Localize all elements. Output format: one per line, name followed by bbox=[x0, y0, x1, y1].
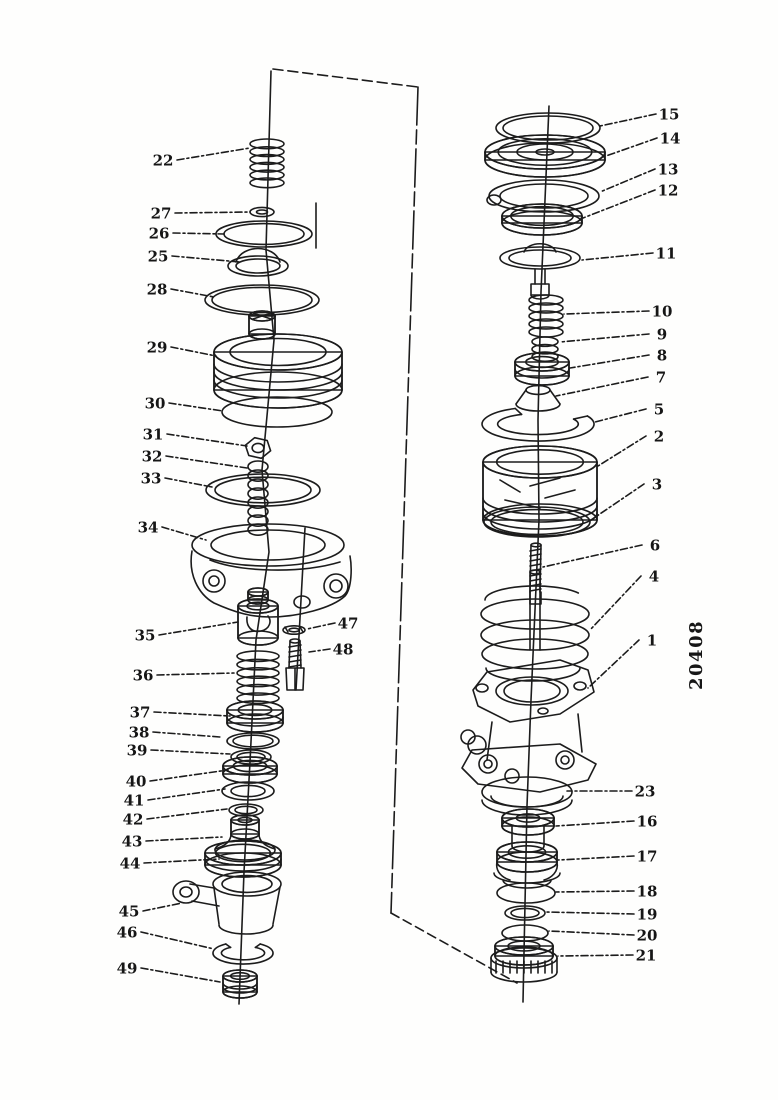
leader-line-40 bbox=[150, 770, 228, 781]
callout-38: 38 bbox=[128, 723, 150, 742]
circle bbox=[561, 756, 569, 764]
leader-line-19 bbox=[546, 912, 634, 914]
callout-11: 11 bbox=[655, 244, 677, 263]
callout-45: 45 bbox=[118, 902, 140, 921]
callout-18: 18 bbox=[636, 882, 658, 901]
leader-line-15 bbox=[600, 114, 656, 126]
ellipse bbox=[530, 570, 540, 574]
ellipse bbox=[294, 596, 310, 608]
ellipse bbox=[574, 682, 586, 690]
callout-20: 20 bbox=[636, 926, 658, 945]
line bbox=[289, 665, 301, 667]
line bbox=[289, 660, 301, 662]
callout-40: 40 bbox=[125, 772, 147, 791]
part-10-spring bbox=[529, 295, 563, 337]
arc bbox=[221, 947, 264, 959]
circle bbox=[209, 576, 219, 586]
callout-3: 3 bbox=[651, 475, 663, 494]
leader-line-3 bbox=[591, 484, 644, 520]
leader-line-37 bbox=[154, 712, 230, 716]
leader-line-29 bbox=[171, 347, 216, 356]
leader-line-28 bbox=[171, 289, 214, 297]
line bbox=[530, 564, 541, 566]
leader-line-2 bbox=[598, 436, 646, 466]
callout-34: 34 bbox=[137, 518, 159, 537]
circle bbox=[484, 760, 492, 768]
callout-21: 21 bbox=[635, 946, 657, 965]
leader-line-45 bbox=[143, 903, 182, 911]
right-axis-line bbox=[523, 106, 549, 1002]
leader-line-20 bbox=[549, 931, 634, 935]
callout-42: 42 bbox=[122, 810, 144, 829]
arc bbox=[497, 862, 557, 872]
line bbox=[289, 655, 301, 657]
callout-5: 5 bbox=[653, 400, 665, 419]
leader-line-48 bbox=[309, 649, 330, 652]
callout-46: 46 bbox=[116, 923, 138, 942]
leader-line-22 bbox=[177, 148, 250, 160]
callout-48: 48 bbox=[332, 640, 354, 659]
leader-line-41 bbox=[148, 789, 225, 800]
construction-lines bbox=[239, 69, 549, 1004]
leader-line-4 bbox=[590, 576, 641, 630]
arc bbox=[219, 925, 273, 934]
part-22-spring bbox=[250, 139, 284, 188]
circle bbox=[330, 580, 342, 592]
leader-line-32 bbox=[166, 456, 247, 468]
part-14-cover-disc bbox=[485, 135, 605, 177]
callout-41: 41 bbox=[123, 791, 145, 810]
callout-37: 37 bbox=[129, 703, 151, 722]
callout-16: 16 bbox=[636, 812, 658, 831]
circle bbox=[556, 751, 574, 769]
leader-line-47 bbox=[307, 623, 335, 629]
leader-line-5 bbox=[595, 409, 646, 422]
line bbox=[550, 390, 560, 404]
part-47-lock-washer bbox=[283, 626, 305, 634]
line bbox=[530, 559, 541, 561]
part-38-ring bbox=[227, 733, 279, 749]
top-dashed-line bbox=[273, 69, 418, 87]
part-48-bolt bbox=[286, 639, 304, 690]
callout-2: 2 bbox=[653, 427, 665, 446]
leader-line-13 bbox=[600, 169, 655, 192]
callout-8: 8 bbox=[656, 346, 668, 365]
leader-line-10 bbox=[564, 311, 649, 314]
callout-49: 49 bbox=[116, 959, 138, 978]
leader-line-25 bbox=[172, 256, 240, 262]
ellipse bbox=[236, 259, 280, 273]
ellipse bbox=[212, 287, 312, 312]
callout-17: 17 bbox=[636, 847, 658, 866]
line bbox=[226, 944, 231, 947]
ellipse bbox=[222, 876, 272, 893]
leader-line-14 bbox=[606, 138, 657, 156]
part-29-piston bbox=[214, 311, 342, 408]
callout-36: 36 bbox=[132, 666, 154, 685]
arc bbox=[238, 638, 278, 645]
leader-line-33 bbox=[165, 478, 212, 487]
callout-22: 22 bbox=[152, 151, 174, 170]
line bbox=[190, 884, 214, 888]
hex bbox=[245, 438, 270, 459]
part-30-ring bbox=[222, 397, 332, 427]
ellipse bbox=[531, 543, 541, 547]
callout-12: 12 bbox=[657, 181, 679, 200]
ellipse bbox=[180, 887, 192, 897]
part-31-hex-nut bbox=[245, 438, 270, 459]
callout-32: 32 bbox=[141, 447, 163, 466]
leader-line-39 bbox=[151, 750, 230, 754]
callout-13: 13 bbox=[657, 160, 679, 179]
part-17-bearing bbox=[494, 842, 560, 888]
callout-19: 19 bbox=[636, 905, 658, 924]
part-2-piston-cup bbox=[483, 446, 597, 536]
ellipse bbox=[222, 397, 332, 427]
bottom-dashed-line bbox=[391, 913, 517, 983]
leader-line-8 bbox=[570, 355, 649, 368]
callout-26: 26 bbox=[148, 224, 170, 243]
ellipse bbox=[252, 443, 264, 452]
callout-35: 35 bbox=[134, 626, 156, 645]
leader-line-16 bbox=[556, 821, 634, 826]
part-27-washer bbox=[250, 207, 274, 216]
ellipse bbox=[509, 250, 571, 266]
line bbox=[500, 480, 520, 492]
part-45-elbow-housing bbox=[173, 872, 281, 934]
ellipse bbox=[538, 708, 548, 714]
parts-layer bbox=[173, 113, 605, 998]
callout-39: 39 bbox=[126, 741, 148, 760]
ellipse bbox=[235, 806, 257, 813]
leader-line-38 bbox=[153, 732, 220, 737]
arc bbox=[214, 364, 342, 382]
leader-line-43 bbox=[146, 837, 222, 841]
leader-line-35 bbox=[159, 622, 238, 635]
line bbox=[192, 901, 219, 906]
leader-line-49 bbox=[141, 968, 220, 982]
part-42-ring bbox=[229, 804, 263, 816]
leader-line-7 bbox=[556, 377, 648, 396]
callout-25: 25 bbox=[147, 247, 169, 266]
leader-line-31 bbox=[167, 434, 247, 446]
leader-line-1 bbox=[588, 640, 639, 688]
callout-43: 43 bbox=[121, 832, 143, 851]
leader-line-18 bbox=[556, 891, 634, 892]
leader-line-17 bbox=[558, 856, 634, 860]
callout-7: 7 bbox=[655, 368, 667, 387]
line bbox=[273, 887, 280, 924]
leader-line-42 bbox=[147, 809, 227, 819]
ellipse bbox=[250, 207, 274, 216]
part-37-cup bbox=[227, 701, 283, 732]
callout-29: 29 bbox=[146, 338, 168, 357]
rect bbox=[497, 852, 557, 862]
ellipse bbox=[233, 735, 273, 747]
leader-line-11 bbox=[582, 253, 653, 260]
line bbox=[289, 641, 290, 668]
line bbox=[545, 490, 575, 498]
part-11-valve bbox=[500, 244, 580, 299]
leader-line-9 bbox=[560, 334, 649, 342]
callout-27: 27 bbox=[150, 204, 172, 223]
leader-line-21 bbox=[558, 955, 633, 956]
leader-line-6 bbox=[543, 545, 642, 567]
circle bbox=[324, 574, 348, 598]
callout-14: 14 bbox=[659, 129, 681, 148]
line bbox=[255, 944, 260, 947]
arc bbox=[485, 586, 578, 600]
vertical-dashed-line bbox=[391, 87, 418, 913]
arc bbox=[227, 723, 283, 732]
callout-4: 4 bbox=[648, 567, 660, 586]
callout-28: 28 bbox=[146, 280, 168, 299]
leader-line-27 bbox=[175, 212, 250, 213]
circle bbox=[505, 769, 519, 783]
part-36-spring bbox=[237, 651, 279, 703]
ellipse bbox=[173, 881, 199, 903]
callout-47: 47 bbox=[337, 614, 359, 633]
line bbox=[289, 650, 301, 652]
leader-line-36 bbox=[157, 673, 234, 675]
callout-31: 31 bbox=[142, 425, 164, 444]
callout-6: 6 bbox=[649, 536, 661, 555]
part-34-pump-body bbox=[191, 524, 351, 631]
callouts-layer bbox=[117, 106, 681, 983]
line bbox=[578, 714, 582, 752]
ellipse bbox=[289, 628, 299, 632]
ellipse bbox=[224, 224, 304, 245]
callout-15: 15 bbox=[658, 105, 680, 124]
line bbox=[574, 416, 588, 419]
arc bbox=[214, 372, 342, 390]
line bbox=[516, 390, 526, 404]
callout-1: 1 bbox=[646, 631, 658, 650]
line bbox=[530, 554, 541, 556]
callout-9: 9 bbox=[656, 325, 668, 344]
drawing-number: 20408 bbox=[686, 619, 707, 690]
callout-33: 33 bbox=[140, 469, 162, 488]
part-8-sleeve bbox=[515, 353, 569, 385]
line bbox=[530, 478, 560, 486]
part-26-ring bbox=[216, 221, 312, 247]
ellipse bbox=[257, 210, 268, 214]
part-46-snap-ring bbox=[213, 944, 273, 964]
path bbox=[210, 560, 340, 570]
leader-line-46 bbox=[141, 932, 214, 949]
callout-10: 10 bbox=[651, 302, 673, 321]
ellipse bbox=[476, 684, 488, 692]
rect bbox=[531, 284, 549, 295]
callout-44: 44 bbox=[119, 854, 141, 873]
leader-line-12 bbox=[583, 190, 655, 218]
callout-30: 30 bbox=[144, 394, 166, 413]
circle bbox=[203, 570, 225, 592]
line bbox=[515, 408, 521, 414]
ellipse bbox=[216, 221, 312, 247]
leader-line-34 bbox=[162, 527, 206, 540]
callout-23: 23 bbox=[634, 782, 656, 801]
leader-line-30 bbox=[169, 403, 223, 411]
